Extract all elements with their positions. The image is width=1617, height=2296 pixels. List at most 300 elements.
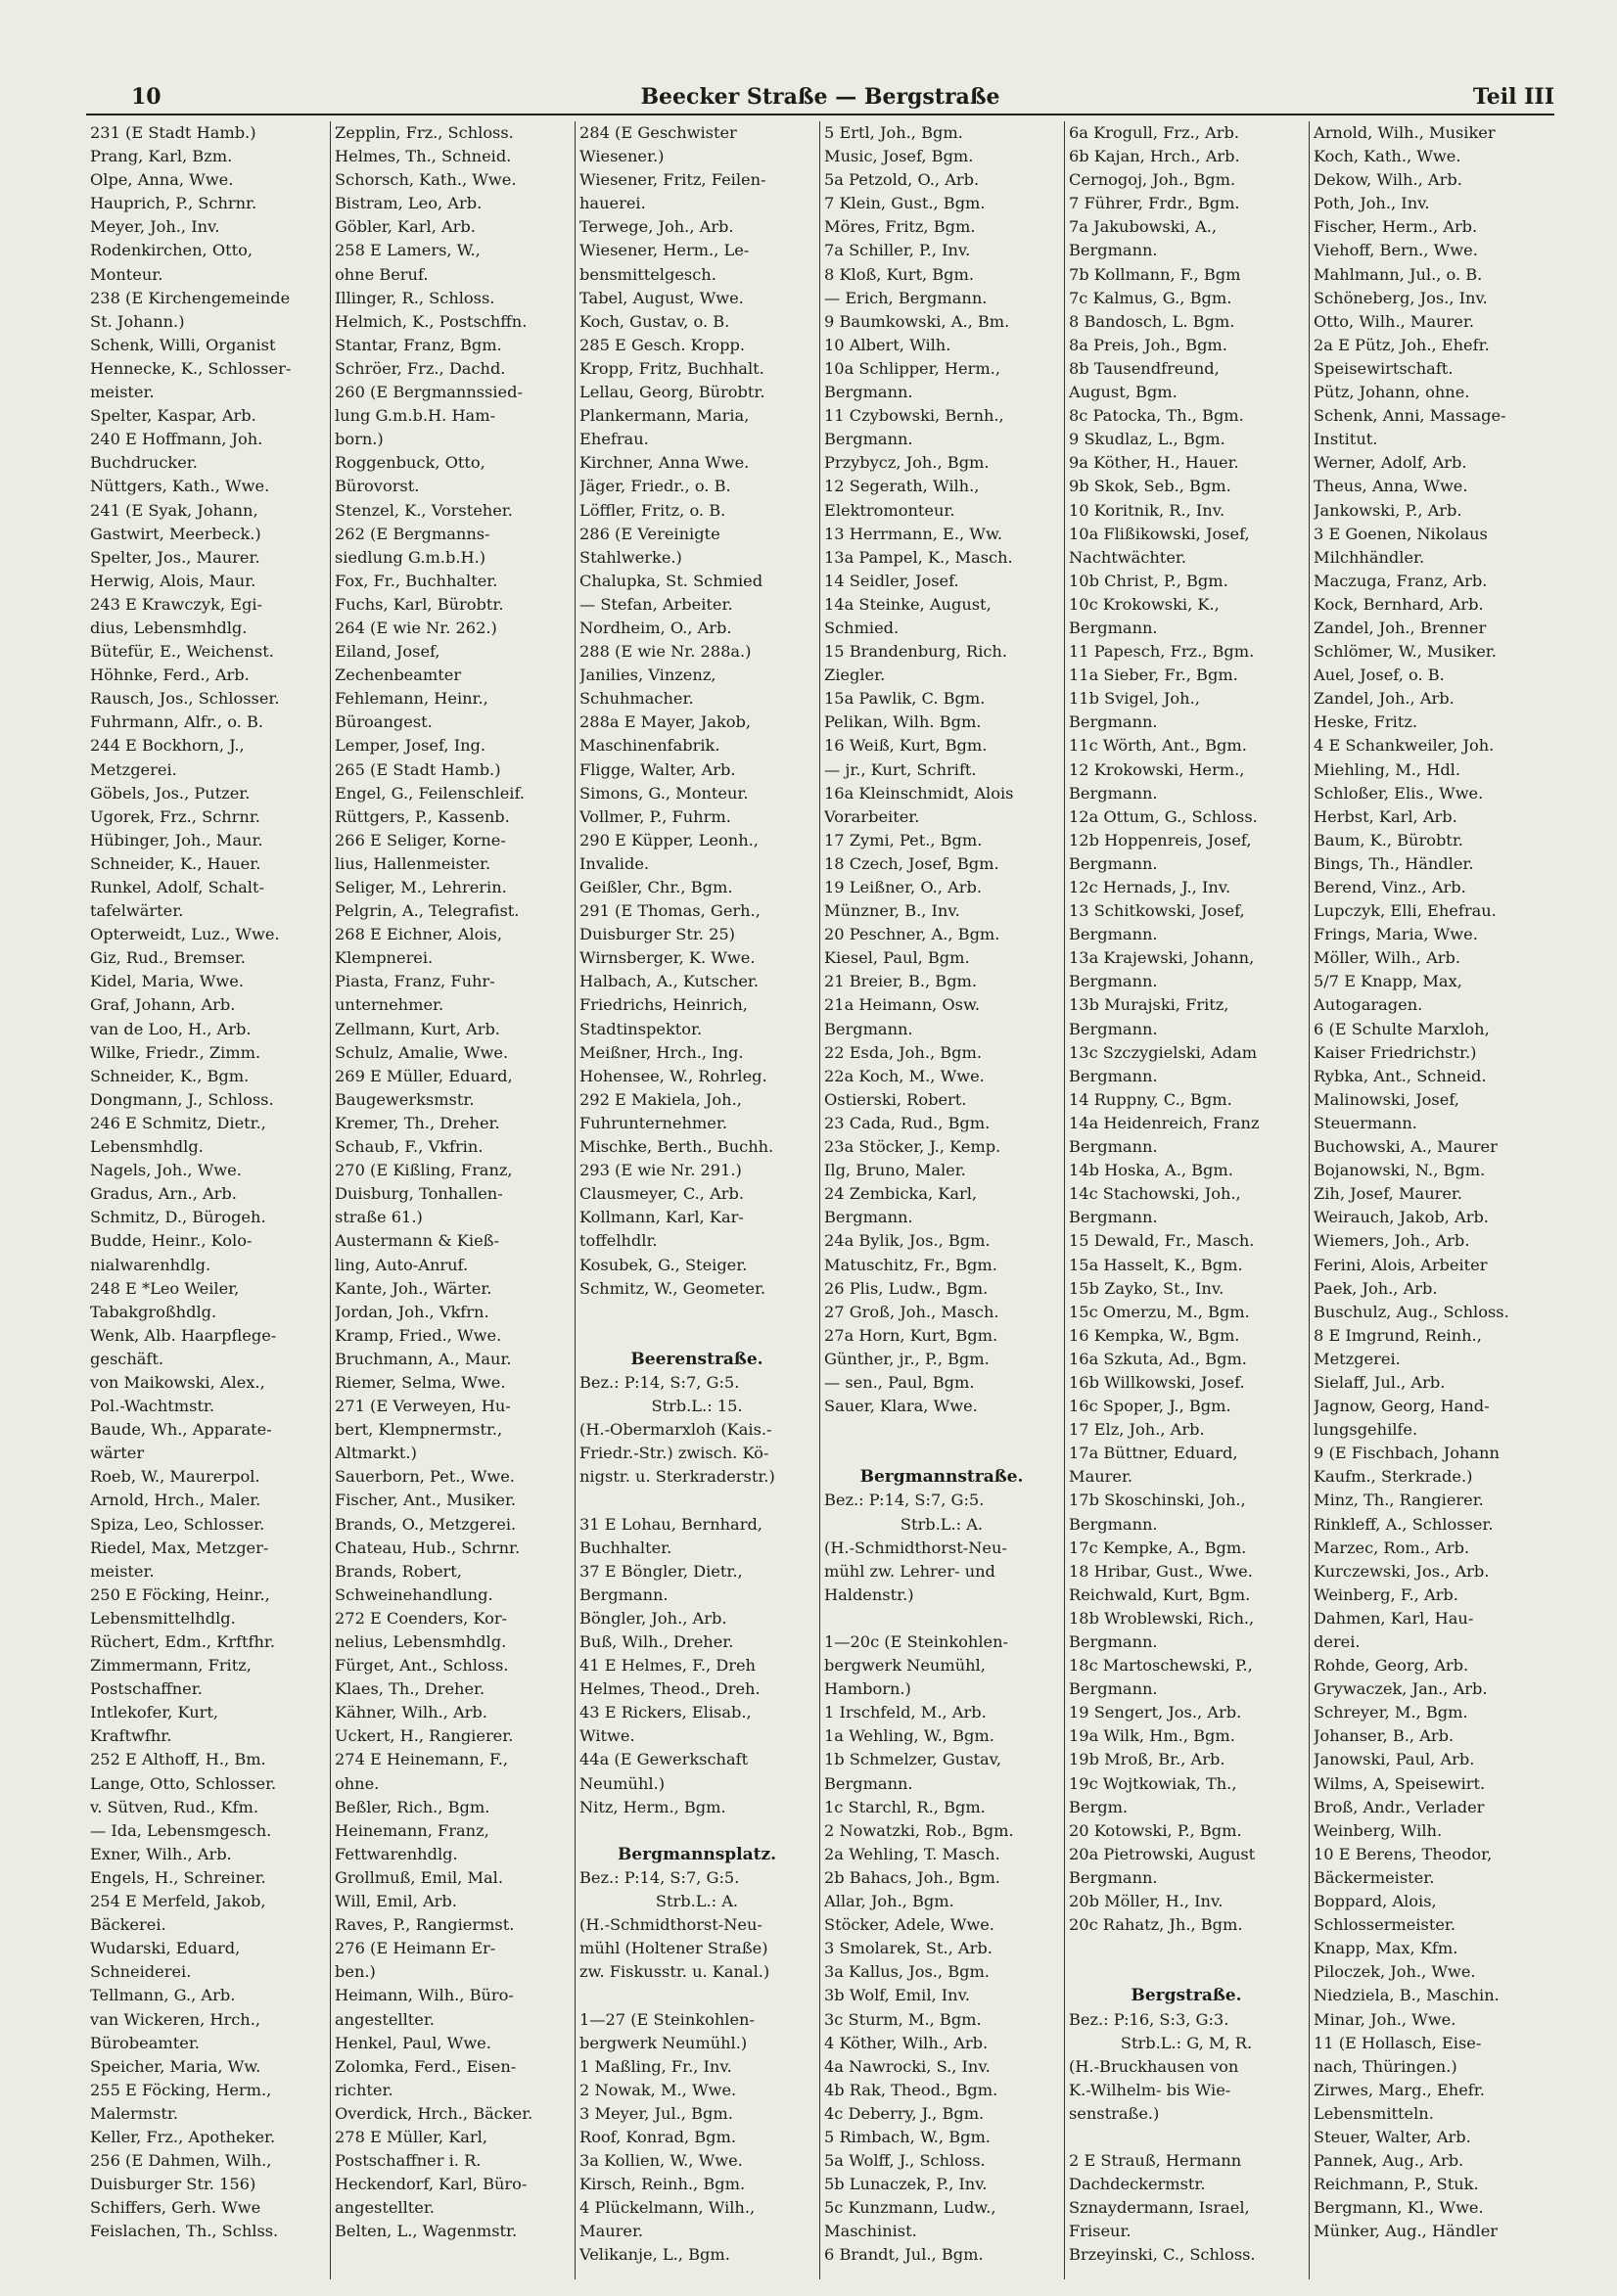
directory-line: Sauer, Klara, Wwe.	[824, 1397, 978, 1416]
directory-line: Arnold, Wilh., Musiker	[1314, 123, 1496, 142]
directory-line: 20b Möller, H., Inv.	[1069, 1892, 1224, 1911]
directory-line: Schlossermeister.	[1314, 1915, 1456, 1935]
column-4	[820, 121, 1065, 2279]
directory-line: Bergmann.	[1069, 1208, 1158, 1227]
directory-line: Friedrichs, Heinrich,	[579, 995, 748, 1015]
directory-line: Helmes, Theod., Dreh.	[579, 1679, 761, 1699]
directory-line: hauerei.	[579, 194, 646, 213]
directory-line	[824, 1418, 1059, 1442]
directory-line: 4 E Schankweiler, Joh.	[1314, 736, 1495, 756]
directory-line: Kidel, Maria, Wwe.	[90, 972, 244, 991]
directory-line: 16 Weiß, Kurt, Bgm.	[824, 736, 988, 756]
directory-line: Duisburger Str. 25)	[579, 925, 735, 944]
directory-line: 11 Papesch, Frz., Bgm.	[1069, 642, 1255, 662]
directory-line: Raves, P., Rangiermst.	[335, 1915, 515, 1935]
directory-line: 19c Wojtkowiak, Th.,	[1069, 1773, 1237, 1793]
directory-line: bergwerk Neumühl,	[824, 1656, 986, 1676]
directory-line: nelius, Lebensmhdlg.	[335, 1632, 507, 1651]
directory-line: 5/7 E Knapp, Max,	[1314, 972, 1462, 991]
directory-line: Intlekofer, Kurt,	[90, 1703, 219, 1722]
directory-line: Illinger, R., Schloss.	[335, 288, 495, 307]
directory-line: Bojanowski, N., Bgm.	[1314, 1161, 1486, 1180]
directory-line: 11b Svigel, Joh.,	[1069, 689, 1200, 709]
directory-line: Dekow, Wilh., Arb.	[1314, 170, 1462, 190]
directory-line: Wenk, Alb. Haarpflege-	[90, 1325, 277, 1345]
directory-line: St. Johann.)	[90, 311, 185, 331]
directory-line: Neumühl.)	[579, 1773, 666, 1793]
directory-line: Wiemers, Joh., Arb.	[1314, 1231, 1470, 1251]
directory-line: Zandel, Joh., Arb.	[1314, 689, 1455, 709]
directory-line: Bergmann.	[1069, 853, 1158, 873]
directory-line: Rodenkirchen, Otto,	[90, 241, 253, 260]
directory-line: Brzeyinski, C., Schloss.	[1069, 2245, 1256, 2265]
directory-line: 7a Schiller, P., Inv.	[824, 241, 971, 260]
directory-line: geschäft.	[90, 1349, 164, 1368]
directory-line: 18c Martoschewski, P.,	[1069, 1656, 1253, 1676]
column-5	[1065, 121, 1310, 2279]
directory-line: 14c Stachowski, Joh.,	[1069, 1184, 1241, 1204]
directory-line: Kaufm., Sterkrade.)	[1314, 1467, 1473, 1487]
directory-line: Maurer.	[579, 2222, 644, 2241]
directory-line: 20a Pietrowski, August	[1069, 1844, 1256, 1863]
directory-line: Miehling, M., Hdl.	[1314, 759, 1461, 779]
directory-line: 8 Kloß, Kurt, Bgm.	[824, 264, 975, 284]
directory-line: Roof, Konrad, Bgm.	[579, 2127, 737, 2146]
directory-line: Metzgerei.	[1314, 1349, 1401, 1368]
directory-line: 3b Wolf, Emil, Inv.	[824, 1986, 970, 2005]
directory-line: 4a Nawrocki, S., Inv.	[824, 2056, 991, 2076]
directory-line: Meißner, Hrch., Ing.	[579, 1042, 744, 1062]
directory-line: Engel, G., Feilenschleif.	[335, 783, 526, 803]
directory-line: 268 E Eichner, Alois,	[335, 925, 502, 944]
directory-line: Höhnke, Ferd., Arb.	[90, 666, 250, 685]
directory-line	[579, 1984, 814, 2007]
directory-line: Wiesener, Fritz, Feilen-	[579, 170, 766, 190]
directory-line: 9a Köther, H., Hauer.	[1069, 453, 1239, 473]
directory-line: Bruchmann, A., Maur.	[335, 1349, 512, 1368]
directory-line: Baugewerksmstr.	[335, 1089, 475, 1109]
directory-line: 1c Starchl, R., Bgm.	[824, 1797, 986, 1816]
directory-line: Beßler, Rich., Bgm.	[335, 1797, 490, 1816]
directory-line: 14a Heidenreich, Franz	[1069, 1113, 1260, 1132]
directory-line: Bergmann.	[824, 383, 913, 402]
directory-line: 15b Zayko, St., Inv.	[1069, 1278, 1224, 1298]
directory-line: nach, Thüringen.)	[1314, 2056, 1457, 2076]
directory-line: Haldenstr.)	[824, 1584, 914, 1604]
directory-line: Buß, Wilh., Dreher.	[579, 1632, 734, 1651]
directory-line: Klempnerei.	[335, 948, 434, 968]
directory-line: Piasta, Franz, Fuhr-	[335, 972, 495, 991]
directory-line: 246 E Schmitz, Dietr.,	[90, 1113, 266, 1132]
directory-line: Bergmann.	[1069, 1867, 1158, 1887]
directory-line: 12b Hoppenreis, Josef,	[1069, 830, 1252, 850]
directory-line: Stahlwerke.)	[579, 547, 682, 567]
directory-line: Kraftwfhr.	[90, 1726, 172, 1746]
directory-line: 1a Wehling, W., Bgm.	[824, 1726, 994, 1746]
directory-line: Reichmann, P., Stuk.	[1314, 2175, 1479, 2194]
directory-line: 10 Albert, Wilh.	[824, 335, 951, 354]
directory-line: 285 E Gesch. Kropp.	[579, 335, 746, 354]
directory-line: Opterweidt, Luz., Wwe.	[90, 925, 280, 944]
directory-line: 12a Ottum, G., Schloss.	[1069, 806, 1258, 826]
directory-line: Kramp, Fried., Wwe.	[335, 1325, 502, 1345]
directory-line: 7a Jakubowski, A.,	[1069, 217, 1217, 237]
directory-line: born.)	[335, 430, 384, 449]
directory-line: Pannek, Aug., Arb.	[1314, 2151, 1464, 2171]
directory-line: 2 E Strauß, Hermann	[1069, 2151, 1242, 2171]
directory-line: 14 Seidler, Josef.	[824, 571, 959, 590]
directory-line: Vorarbeiter.	[824, 806, 920, 826]
directory-line: — jr., Kurt, Schrift.	[824, 759, 977, 779]
directory-line: von Maikowski, Alex.,	[90, 1372, 265, 1392]
page-title: Beecker Straße — Bergstraße	[640, 84, 1000, 110]
directory-line: Schmitz, D., Bürogeh.	[90, 1208, 266, 1227]
directory-line: 16 Kempka, W., Bgm.	[1069, 1325, 1240, 1345]
directory-line: Schmied.	[824, 618, 900, 637]
directory-line: Milchhändler.	[1314, 547, 1425, 567]
directory-line: Fettwarenhdlg.	[335, 1844, 458, 1863]
directory-line: Zih, Josef, Maurer.	[1314, 1184, 1463, 1204]
directory-line: Zellmann, Kurt, Arb.	[335, 1019, 500, 1038]
directory-line: Kante, Joh., Wärter.	[335, 1278, 492, 1298]
directory-line: Janilies, Vinzenz,	[579, 666, 716, 685]
directory-line: Overdick, Hrch., Bäcker.	[335, 2103, 533, 2123]
directory-line: 16a Szkuta, Ad., Bgm.	[1069, 1349, 1247, 1368]
directory-line: August, Bgm.	[1069, 383, 1178, 402]
directory-line: Ilg, Bruno, Maler.	[824, 1161, 966, 1180]
directory-line: 11c Wörth, Ant., Bgm.	[1069, 736, 1247, 756]
directory-line: Zechenbeamter	[335, 666, 462, 685]
directory-line: Rüchert, Edm., Krftfhr.	[90, 1632, 276, 1651]
directory-line: 10 Koritnik, R., Inv.	[1069, 500, 1225, 520]
directory-line: 284 (E Geschwister	[579, 123, 737, 142]
directory-line: 238 (E Kirchengemeinde	[90, 288, 291, 307]
directory-line: bergwerk Neumühl.)	[579, 2033, 748, 2052]
directory-line: Austermann & Kieß-	[335, 1231, 499, 1251]
directory-line: Cernogoj, Joh., Bgm.	[1069, 170, 1236, 190]
directory-line: 14 Ruppny, C., Bgm.	[1069, 1089, 1232, 1109]
directory-line: 12 Krokowski, Herm.,	[1069, 759, 1245, 779]
directory-line: Arnold, Hrch., Maler.	[90, 1491, 261, 1510]
directory-line: 291 (E Thomas, Gerh.,	[579, 901, 761, 921]
directory-line: Strb.L.: 15.	[651, 1397, 743, 1416]
directory-line: Herbst, Karl, Arb.	[1314, 806, 1457, 826]
directory-line: Maczuga, Franz, Arb.	[1314, 571, 1488, 590]
directory-line: Wudarski, Eduard,	[90, 1939, 241, 1958]
directory-line: 4 Plückelmann, Wilh.,	[579, 2198, 756, 2218]
directory-line: 3c Sturm, M., Bgm.	[824, 2009, 982, 2029]
directory-line: 286 (E Vereinigte	[579, 524, 720, 543]
directory-line: 6b Kajan, Hrch., Arb.	[1069, 147, 1240, 166]
directory-line: Roeb, W., Maurerpol.	[90, 1467, 260, 1487]
directory-line: lius, Hallenmeister.	[335, 853, 491, 873]
directory-line: Auel, Josef, o. B.	[1314, 666, 1445, 685]
directory-line: 256 (E Dahmen, Wilh.,	[90, 2151, 272, 2171]
directory-line: Schiffers, Gerh. Wwe	[90, 2198, 261, 2218]
directory-line: Steuer, Walter, Arb.	[1314, 2127, 1471, 2146]
directory-line: Nüttgers, Kath., Wwe.	[90, 477, 270, 496]
directory-line: Kiesel, Paul, Bgm.	[824, 948, 970, 968]
directory-line: Bergmann.	[824, 1019, 913, 1038]
directory-line: Piloczek, Joh., Wwe.	[1314, 1962, 1476, 1982]
directory-line: Sielaff, Jul., Arb.	[1314, 1372, 1446, 1392]
directory-line: Helmes, Th., Schneid.	[335, 147, 512, 166]
directory-line: Koch, Kath., Wwe.	[1314, 147, 1461, 166]
directory-line: Stadtinspektor.	[579, 1019, 703, 1038]
directory-line: 271 (E Verweyen, Hu-	[335, 1397, 511, 1416]
directory-line: Strb.L.: A.	[900, 1514, 984, 1534]
directory-line	[824, 1607, 1059, 1630]
directory-line: Zolomka, Ferd., Eisen-	[335, 2056, 517, 2076]
directory-line: Friedr.-Str.) zwisch. Kö-	[579, 1444, 769, 1463]
directory-line: Meyer, Joh., Inv.	[90, 217, 220, 237]
directory-line: angestellter.	[335, 2009, 435, 2029]
directory-line: toffelhdlr.	[579, 1231, 658, 1251]
directory-line: 18b Wroblewski, Rich.,	[1069, 1608, 1255, 1628]
directory-line: Postschaffner i. R.	[335, 2151, 482, 2171]
directory-line: Autogaragen.	[1314, 995, 1423, 1015]
directory-line: 248 E *Leo Weiler,	[90, 1278, 240, 1298]
directory-line: van Wickeren, Hrch.,	[90, 2009, 261, 2029]
directory-line: Bergmann.	[1069, 241, 1158, 260]
directory-line: Kirsch, Reinh., Bgm.	[579, 2175, 746, 2194]
directory-line: Knapp, Max, Kfm.	[1314, 1939, 1458, 1958]
directory-line: Hamborn.)	[824, 1679, 911, 1699]
directory-line: Schmitz, W., Geometer.	[579, 1278, 766, 1298]
directory-line: Schaub, F., Vkfrin.	[335, 1137, 484, 1157]
directory-line: (H.-Schmidthorst-Neu-	[824, 1538, 1007, 1557]
directory-line: Uckert, H., Rangierer.	[335, 1726, 514, 1746]
directory-line: Göbels, Jos., Putzer.	[90, 783, 251, 803]
directory-line: Bütefür, E., Weichenst.	[90, 642, 274, 662]
directory-line: Spelter, Kaspar, Arb.	[90, 406, 256, 426]
directory-line: Hennecke, K., Schlosser-	[90, 358, 292, 378]
directory-line: Otto, Wilh., Maurer.	[1314, 311, 1474, 331]
directory-line: 243 E Krawczyk, Egi-	[90, 594, 263, 614]
directory-line: Ziegler.	[824, 666, 886, 685]
directory-line: Bergmann.	[579, 1584, 669, 1604]
directory-line: 12c Hernads, J., Inv.	[1069, 878, 1231, 896]
directory-line: 20 Peschner, A., Bgm.	[824, 925, 1000, 944]
directory-line: Möres, Fritz, Bgm.	[824, 217, 976, 237]
directory-line: Schloßer, Elis., Wwe.	[1314, 783, 1484, 803]
directory-line: 18 Czech, Josef, Bgm.	[824, 853, 999, 873]
directory-line: Wiesener.)	[579, 147, 665, 166]
directory-line: Bergmann.	[1069, 1137, 1158, 1157]
directory-line: Maschinenfabrik.	[579, 736, 720, 756]
directory-line: Olpe, Anna, Wwe.	[90, 170, 234, 190]
directory-line: 20c Rahatz, Jh., Bgm.	[1069, 1915, 1243, 1935]
directory-line: 1 Maßling, Fr., Inv.	[579, 2056, 732, 2076]
directory-line: Roggenbuck, Otto,	[335, 453, 485, 473]
directory-line: Brands, Robert,	[335, 1561, 462, 1581]
directory-line: Chalupka, St. Schmied	[579, 571, 763, 590]
directory-line: Matuschitz, Fr., Bgm.	[824, 1255, 997, 1274]
directory-line: Werner, Adolf, Arb.	[1314, 453, 1467, 473]
directory-line: 5a Petzold, O., Arb.	[824, 170, 980, 190]
directory-line: Niedziela, B., Maschin.	[1314, 1986, 1500, 2005]
directory-line: Elektromonteur.	[824, 500, 955, 520]
directory-line: 240 E Hoffmann, Joh.	[90, 430, 263, 449]
directory-line: lung G.m.b.H. Ham-	[335, 406, 496, 426]
directory-line: Bergmann.	[1069, 925, 1158, 944]
directory-line: 19b Mroß, Br., Arb.	[1069, 1750, 1225, 1769]
directory-line: Broß, Andr., Verlader	[1314, 1797, 1485, 1816]
directory-line: 24 Zembicka, Karl,	[824, 1184, 978, 1204]
directory-line: Schenk, Willi, Organist	[90, 335, 276, 354]
directory-line: Will, Emil, Arb.	[335, 1892, 457, 1911]
directory-line: Nitz, Herm., Bgm.	[579, 1797, 726, 1816]
directory-line: Tabakgroßhdlg.	[90, 1302, 217, 1321]
directory-line: Bergmann.	[1069, 1514, 1158, 1534]
directory-line: 17b Skoschinski, Joh.,	[1069, 1491, 1246, 1510]
directory-line: 270 (E Kißling, Franz,	[335, 1161, 513, 1180]
directory-line: 264 (E wie Nr. 262.)	[335, 618, 497, 637]
directory-line: Fligge, Walter, Arb.	[579, 759, 736, 779]
directory-line: 7b Kollmann, F., Bgm	[1069, 264, 1241, 284]
directory-line: 274 E Heinemann, F.,	[335, 1750, 509, 1769]
directory-line: Bergmann.	[1069, 1679, 1158, 1699]
directory-line: Vollmer, P., Fuhrm.	[579, 806, 731, 826]
directory-line: 2b Bahacs, Joh., Bgm.	[824, 1867, 1000, 1887]
directory-line: 27a Horn, Kurt, Bgm.	[824, 1325, 998, 1345]
directory-line: Kollmann, Karl, Kar-	[579, 1208, 744, 1227]
directory-line: ben.)	[335, 1962, 376, 1982]
directory-line: Fürget, Ant., Schloss.	[335, 1656, 509, 1676]
directory-line: Günther, jr., P., Bgm.	[824, 1349, 990, 1368]
directory-line: Riedel, Max, Metzger-	[90, 1538, 269, 1557]
directory-line: 3 Smolarek, St., Arb.	[824, 1939, 993, 1958]
directory-line: Zepplin, Frz., Schloss.	[335, 123, 514, 142]
directory-line: Duisburg, Tonhallen-	[335, 1184, 503, 1204]
directory-line: Schweinehandlung.	[335, 1584, 493, 1604]
directory-line	[579, 1819, 814, 1843]
directory-line: Frings, Maria, Wwe.	[1314, 925, 1478, 944]
directory-line: Mischke, Berth., Buchh.	[579, 1137, 774, 1157]
directory-line: 15c Omerzu, M., Bgm.	[1069, 1302, 1250, 1321]
directory-line: 23a Stöcker, J., Kemp.	[824, 1137, 1001, 1157]
directory-line: 5c Kunzmann, Ludw.,	[824, 2198, 996, 2218]
directory-line: Lellau, Georg, Bürobtr.	[579, 383, 765, 402]
directory-line: Sauerborn, Pet., Wwe.	[335, 1467, 515, 1487]
directory-line: 260 (E Bergmannssied-	[335, 383, 523, 402]
directory-line: Sznaydermann, Israel,	[1069, 2198, 1250, 2218]
directory-line: Gastwirt, Meerbeck.)	[90, 524, 261, 543]
directory-line: Fischer, Ant., Musiker.	[335, 1491, 517, 1510]
directory-line: Buschulz, Aug., Schloss.	[1314, 1302, 1509, 1321]
directory-line: 21 Breier, B., Bgm.	[824, 972, 978, 991]
directory-line: 13b Murajski, Fritz,	[1069, 995, 1229, 1015]
directory-line: Malinowski, Josef,	[1314, 1089, 1459, 1109]
column-6	[1310, 121, 1554, 2279]
directory-line: Baude, Wh., Apparate-	[90, 1420, 272, 1440]
part-label: Teil III	[1472, 84, 1554, 110]
directory-line: 241 (E Syak, Johann,	[90, 500, 258, 520]
directory-line: 8 E Imgrund, Reinh.,	[1314, 1325, 1482, 1345]
directory-line: Mahlmann, Jul., o. B.	[1314, 264, 1483, 284]
directory-line: Spiza, Leo, Schlosser.	[90, 1514, 265, 1534]
directory-line: 27 Groß, Joh., Masch.	[824, 1302, 999, 1321]
directory-line: 24a Bylik, Jos., Bgm.	[824, 1231, 991, 1251]
directory-line: 26 Plis, Ludw., Bgm.	[824, 1278, 989, 1298]
directory-line: angestellter.	[335, 2198, 435, 2218]
directory-line: Herwig, Alois, Maur.	[90, 571, 256, 590]
directory-line: meister.	[90, 383, 155, 402]
directory-line: 22a Koch, M., Wwe.	[824, 1066, 985, 1085]
directory-line: Bäckermeister.	[1314, 1867, 1435, 1887]
directory-line: Tabel, August, Wwe.	[579, 288, 744, 307]
directory-line: 15a Pawlik, C. Bgm.	[824, 689, 986, 709]
directory-line: Belten, L., Wagenmstr.	[335, 2222, 518, 2241]
directory-line: 2 Nowatzki, Rob., Bgm.	[824, 1820, 1014, 1840]
directory-line: 3 E Goenen, Nikolaus	[1314, 524, 1488, 543]
directory-line: Schneider, K., Bgm.	[90, 1066, 250, 1085]
directory-line: 9b Skok, Seb., Bgm.	[1069, 477, 1231, 496]
directory-line: Kaiser Friedrichstr.)	[1314, 1042, 1477, 1062]
directory-line: ohne Beruf.	[335, 264, 429, 284]
directory-line: Bings, Th., Händler.	[1314, 853, 1474, 873]
directory-line	[1069, 1960, 1304, 1984]
directory-line	[579, 1489, 814, 1512]
directory-line: Velikanje, L., Bgm.	[579, 2245, 730, 2265]
directory-line: 4 Köther, Wilh., Arb.	[824, 2033, 989, 2052]
directory-line: Pol.-Wachtmstr.	[90, 1397, 215, 1416]
directory-line: Bez.: P:14, S:7, G:5.	[579, 1867, 740, 1887]
directory-line: Lemper, Josef, Ing.	[335, 736, 486, 756]
directory-line	[824, 1442, 1059, 1465]
directory-line: Clausmeyer, C., Arb.	[579, 1184, 745, 1204]
directory-line: Lebensmitteln.	[1314, 2103, 1434, 2123]
directory-line: Rohde, Georg, Arb.	[1314, 1656, 1469, 1676]
directory-line: 6a Krogull, Frz., Arb.	[1069, 123, 1239, 142]
directory-line: Weirauch, Jakob, Arb.	[1314, 1208, 1489, 1227]
directory-line: Bergm.	[1069, 1797, 1129, 1816]
directory-line: Buchhalter.	[579, 1538, 672, 1557]
directory-line: Ugorek, Frz., Schrnr.	[90, 806, 260, 826]
directory-line: Pütz, Johann, ohne.	[1314, 383, 1470, 402]
directory-line: 22 Esda, Joh., Bgm.	[824, 1042, 983, 1062]
directory-line: 7 Führer, Frdr., Bgm.	[1069, 194, 1240, 213]
directory-line: Büroangest.	[335, 712, 433, 732]
directory-line: 19 Leißner, O., Arb.	[824, 878, 983, 896]
directory-line: Rüttgers, P., Kassenb.	[335, 806, 510, 826]
directory-line: mühl (Holtener Straße)	[579, 1939, 768, 1958]
directory-line: Monteur.	[90, 264, 163, 284]
column-3	[576, 121, 820, 2279]
directory-line: Allar, Joh., Bgm.	[824, 1892, 954, 1911]
directory-line: Witwe.	[579, 1726, 635, 1746]
directory-line: Duisburger Str. 156)	[90, 2175, 256, 2194]
directory-line: 5b Lunaczek, P., Inv.	[824, 2175, 988, 2194]
directory-line: Jagnow, Georg, Hand-	[1314, 1397, 1490, 1416]
directory-line: Invalide.	[579, 853, 650, 873]
directory-line: derei.	[1314, 1632, 1361, 1651]
directory-line: van de Loo, H., Arb.	[90, 1019, 252, 1038]
directory-line: 10 E Berens, Theodor,	[1314, 1844, 1493, 1863]
directory-line: Geißler, Chr., Bgm.	[579, 878, 733, 896]
directory-line: 254 E Merfeld, Jakob,	[90, 1892, 266, 1911]
directory-line: Münzner, B., Inv.	[824, 901, 960, 921]
directory-line: 231 (E Stadt Hamb.)	[90, 123, 256, 142]
directory-line: Buchowski, A., Maurer	[1314, 1137, 1498, 1157]
directory-line: Bergmann.	[1069, 783, 1158, 803]
directory-line: 8a Preis, Joh., Bgm.	[1069, 335, 1227, 354]
directory-line: Fuhrunternehmer.	[579, 1113, 727, 1132]
directory-line: Wilke, Friedr., Zimm.	[90, 1042, 261, 1062]
directory-line	[579, 1301, 814, 1324]
directory-line: Hauprich, P., Schrnr.	[90, 194, 257, 213]
directory-line: — Erich, Bergmann.	[824, 288, 988, 307]
